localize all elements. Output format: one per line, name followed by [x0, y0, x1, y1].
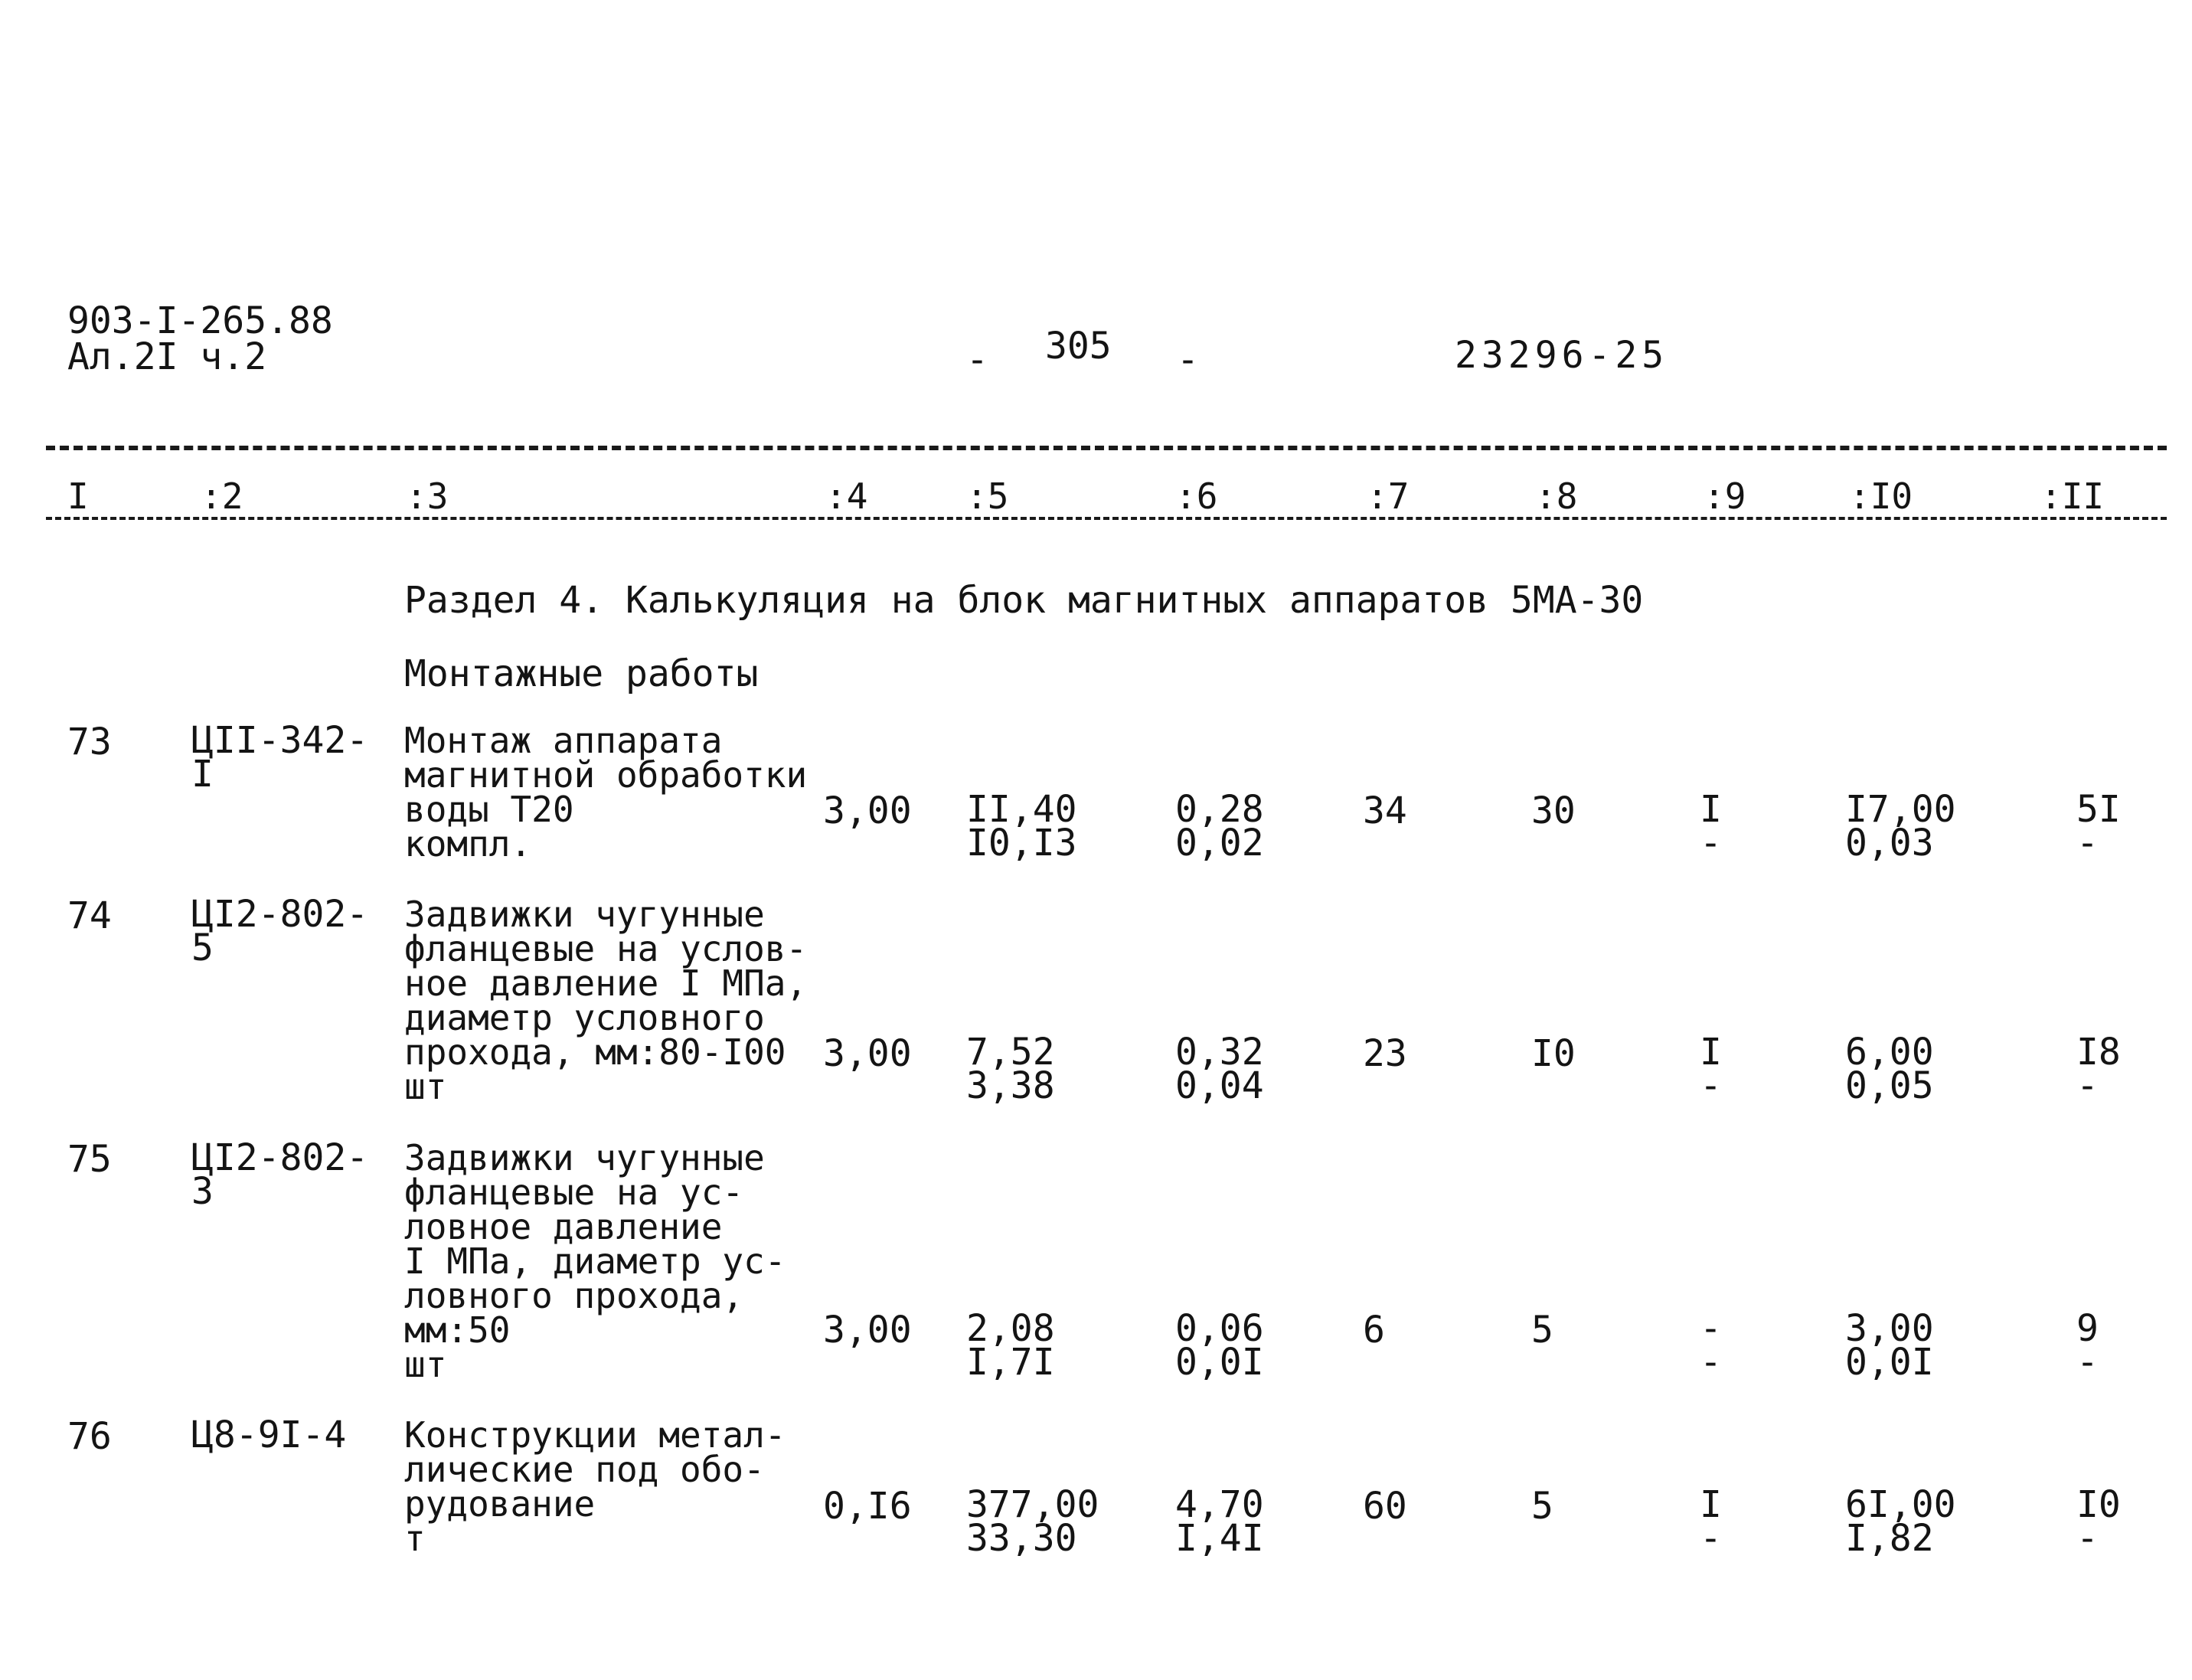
- description-line: ловное давление: [404, 1206, 723, 1247]
- column-5-values: [966, 788, 1077, 865]
- column-number-1: I: [67, 476, 89, 517]
- column-6-values: [1175, 1307, 1264, 1384]
- column-11-top: I8: [2076, 1031, 2121, 1074]
- column-number-2: :2: [201, 476, 243, 517]
- column-6-values: [1175, 788, 1264, 865]
- column-5-bottom: I,7I: [966, 1341, 1055, 1384]
- column-number-6: :6: [1175, 476, 1218, 517]
- column-number-11: :II: [2040, 476, 2105, 517]
- column-11-bottom: -: [2076, 1064, 2099, 1107]
- column-11-values: [2076, 1307, 2099, 1384]
- work-description: [404, 1414, 786, 1559]
- norm-code-line1: ЦI2-802-: [191, 893, 369, 936]
- column-9-values: [1700, 1307, 1722, 1384]
- row-number: 73: [67, 721, 112, 763]
- column-6-top: 4,70: [1175, 1483, 1264, 1526]
- norm-code-line1: ЦII-342-: [191, 719, 369, 762]
- description-line: Задвижки чугунные: [404, 1137, 765, 1178]
- column-7-value: 60: [1363, 1485, 1407, 1528]
- norm-code-line1: Ц8-9I-4: [191, 1414, 347, 1456]
- column-9-bottom: -: [1700, 1341, 1722, 1384]
- column-10-top: 6I,00: [1845, 1483, 1956, 1526]
- column-6-bottom: 0,02: [1175, 822, 1264, 865]
- column-8-value: 5: [1531, 1485, 1553, 1528]
- column-5-bottom: 3,38: [966, 1064, 1055, 1107]
- header-separator-line: [46, 446, 2167, 450]
- column-5-values: [966, 1483, 1099, 1560]
- description-line: ное давление I МПа,: [404, 963, 808, 1004]
- description-line: шт: [404, 1344, 447, 1385]
- column-9-values: [1700, 788, 1722, 865]
- column-11-values: [2076, 1483, 2121, 1560]
- norm-code: [191, 893, 369, 969]
- column-10-bottom: I,82: [1845, 1517, 1934, 1560]
- column-11-top: 9: [2076, 1307, 2099, 1350]
- description-line: воды Т20: [404, 789, 574, 830]
- description-line: прохода, мм:80-I00: [404, 1031, 786, 1073]
- column-10-bottom: 0,05: [1845, 1064, 1934, 1107]
- column-9-values: [1700, 1031, 1722, 1107]
- quantity: 3,00: [823, 1309, 912, 1352]
- page-dash-right: -: [1177, 338, 1199, 381]
- norm-code: [191, 1136, 369, 1213]
- column-7-value: 6: [1363, 1309, 1385, 1352]
- column-10-bottom: 0,0I: [1845, 1341, 1934, 1384]
- column-10-values: [1845, 1483, 1956, 1560]
- column-11-top: 5I: [2076, 788, 2121, 831]
- column-9-bottom: -: [1700, 822, 1722, 865]
- column-11-bottom: -: [2076, 822, 2099, 865]
- column-header-underline: [46, 517, 2167, 520]
- description-line: мм:50: [404, 1309, 511, 1351]
- column-10-top: 3,00: [1845, 1307, 1934, 1350]
- description-line: Задвижки чугунные: [404, 894, 765, 935]
- norm-code: [191, 719, 369, 796]
- description-line: т: [404, 1518, 426, 1559]
- column-11-top: I0: [2076, 1483, 2121, 1526]
- row-number: 75: [67, 1138, 112, 1181]
- work-description: [404, 720, 808, 865]
- column-number-9: :9: [1704, 476, 1746, 517]
- norm-code-line2: I: [191, 753, 214, 796]
- column-6-top: 0,28: [1175, 788, 1264, 831]
- column-10-bottom: 0,03: [1845, 822, 1934, 865]
- quantity: 0,I6: [823, 1485, 912, 1528]
- description-line: Конструкции метал-: [404, 1414, 786, 1456]
- column-number-7: :7: [1367, 476, 1410, 517]
- column-6-values: [1175, 1483, 1264, 1560]
- column-10-values: [1845, 1031, 1934, 1107]
- column-8-value: 5: [1531, 1309, 1553, 1352]
- description-line: диаметр условного: [404, 997, 765, 1038]
- section-title: Раздел 4. Калькуляция на блок магнитных аппаратов 5МА-30: [404, 579, 1644, 622]
- description-line: ловного прохода,: [404, 1275, 744, 1316]
- document-code: 903-I-265.88: [67, 299, 333, 342]
- work-description: [404, 1137, 786, 1385]
- column-9-top: I: [1700, 1483, 1722, 1526]
- description-line: магнитной обработки: [404, 754, 808, 796]
- norm-code-line1: ЦI2-802-: [191, 1136, 369, 1179]
- column-8-value: I0: [1531, 1032, 1576, 1075]
- column-8-value: 30: [1531, 789, 1576, 832]
- registry-number: 23296-25: [1455, 334, 1669, 377]
- album-label: Ал.2I ч.2: [67, 335, 267, 378]
- column-11-values: [2076, 1031, 2121, 1107]
- column-11-bottom: -: [2076, 1341, 2099, 1384]
- column-6-values: [1175, 1031, 1264, 1107]
- column-7-value: 23: [1363, 1032, 1407, 1075]
- quantity: 3,00: [823, 789, 912, 832]
- column-9-top: -: [1700, 1307, 1722, 1350]
- page-number: 305: [1045, 325, 1112, 368]
- column-6-bottom: 0,04: [1175, 1064, 1264, 1107]
- description-line: Монтаж аппарата: [404, 720, 723, 761]
- column-number-8: :8: [1535, 476, 1578, 517]
- norm-code-line2: 3: [191, 1170, 214, 1213]
- column-6-bottom: 0,0I: [1175, 1341, 1264, 1384]
- column-11-bottom: -: [2076, 1517, 2099, 1560]
- column-number-3: :3: [406, 476, 449, 517]
- norm-code: [191, 1414, 347, 1456]
- column-5-values: [966, 1307, 1055, 1384]
- column-9-bottom: -: [1700, 1064, 1722, 1107]
- work-description: [404, 894, 808, 1107]
- column-10-values: [1845, 788, 1956, 865]
- column-number-5: :5: [966, 476, 1009, 517]
- description-line: I МПа, диаметр ус-: [404, 1240, 786, 1282]
- column-11-values: [2076, 788, 2121, 865]
- column-7-value: 34: [1363, 789, 1407, 832]
- row-number: 74: [67, 894, 112, 937]
- column-number-10: :I0: [1849, 476, 1913, 517]
- column-6-top: 0,06: [1175, 1307, 1264, 1350]
- column-number-4: :4: [825, 476, 868, 517]
- column-5-top: 2,08: [966, 1307, 1055, 1350]
- column-5-top: II,40: [966, 788, 1077, 831]
- description-line: рудование: [404, 1483, 596, 1525]
- column-9-bottom: -: [1700, 1517, 1722, 1560]
- quantity: 3,00: [823, 1032, 912, 1075]
- description-line: лические под обо-: [404, 1449, 765, 1490]
- column-9-values: [1700, 1483, 1722, 1560]
- column-5-bottom: 33,30: [966, 1517, 1077, 1560]
- column-9-top: I: [1700, 1031, 1722, 1074]
- column-9-top: I: [1700, 788, 1722, 831]
- column-10-top: I7,00: [1845, 788, 1956, 831]
- description-line: фланцевые на ус-: [404, 1172, 744, 1213]
- norm-code-line2: 5: [191, 927, 214, 969]
- description-line: компл.: [404, 823, 532, 865]
- description-line: шт: [404, 1066, 447, 1107]
- subsection-title: Монтажные работы: [404, 652, 759, 695]
- column-6-bottom: I,4I: [1175, 1517, 1264, 1560]
- row-number: 76: [67, 1415, 112, 1458]
- column-10-top: 6,00: [1845, 1031, 1934, 1074]
- page-dash-left: -: [966, 338, 988, 381]
- column-6-top: 0,32: [1175, 1031, 1264, 1074]
- column-10-values: [1845, 1307, 1934, 1384]
- column-5-top: 377,00: [966, 1483, 1099, 1526]
- column-5-values: [966, 1031, 1055, 1107]
- column-5-top: 7,52: [966, 1031, 1055, 1074]
- column-5-bottom: I0,I3: [966, 822, 1077, 865]
- description-line: фланцевые на услов-: [404, 928, 808, 969]
